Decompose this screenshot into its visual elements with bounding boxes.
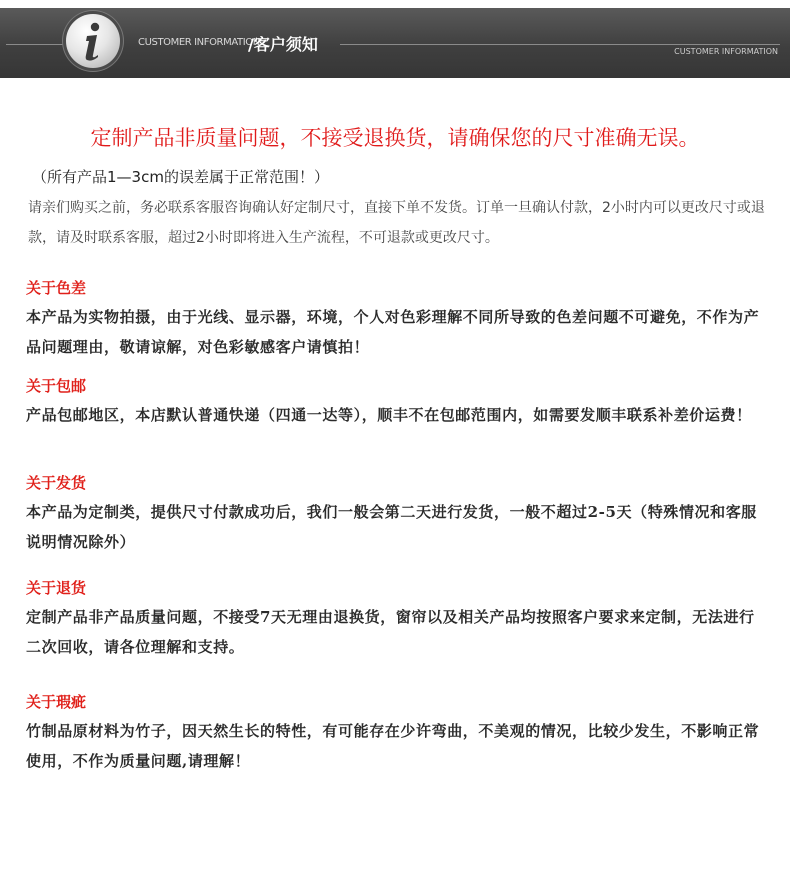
section-title: 关于包邮	[26, 377, 87, 395]
banner-divider-right	[340, 44, 780, 45]
banner-subtitle: CUSTOMER INFORMATION	[138, 37, 260, 48]
section-body: 本产品为实物拍摄，由于光线、显示器，环境，个人对色彩理解不同所导致的色差问题不可避免，不作为产品问题理由，敬请谅解，对色彩敏感客户请慎拍！	[26, 308, 760, 356]
section-returns	[26, 577, 770, 662]
section-delivery	[26, 472, 770, 557]
header-banner	[0, 8, 790, 78]
section-free-shipping	[26, 375, 770, 430]
headline-notice: 定制产品非质量问题，不接受退换货，请确保您的尺寸准确无误。	[90, 126, 700, 150]
section-title: 关于色差	[26, 279, 87, 297]
section-body: 竹制品原材料为竹子，因天然生长的特性，有可能存在少许弯曲，不美观的情况，比较少发生，不影响正常使用，不作为质量问题,请理解！	[26, 722, 760, 770]
info-icon	[66, 14, 120, 68]
banner-divider-left	[6, 44, 66, 45]
section-body: 产品包邮地区，本店默认普通快递（四通一达等），顺丰不在包邮范围内，如需要发顺丰联系补差价运费！	[26, 406, 752, 424]
section-title: 关于瑕疵	[26, 693, 87, 711]
banner-title: /客户须知	[248, 35, 318, 54]
section-body: 定制产品非产品质量问题，不接受7天无理由退换货，窗帘以及相关产品均按照客户要求来定制，无法进行二次回收，请各位理解和支持。	[26, 608, 755, 656]
tolerance-note: （所有产品1—3cm的误差属于正常范围！）	[32, 168, 329, 186]
section-defects	[26, 691, 770, 776]
section-title: 关于发货	[26, 474, 87, 492]
section-color-difference	[26, 277, 770, 362]
intro-block	[28, 166, 768, 253]
section-body: 本产品为定制类，提供尺寸付款成功后，我们一般会第二天进行发货，一般不超过2-5天（特殊情况和客服说明情况除外）	[26, 503, 757, 551]
banner-right-label: CUSTOMER INFORMATION	[674, 47, 778, 56]
intro-paragraph: 请亲们购买之前，务必联系客服咨询确认好定制尺寸，直接下单不发货。订单一旦确认付款，2小时内可以更改尺寸或退款，请及时联系客服，超过2小时即将进入生产流程，不可退款或更改尺寸。	[28, 200, 765, 246]
section-title: 关于退货	[26, 579, 87, 597]
